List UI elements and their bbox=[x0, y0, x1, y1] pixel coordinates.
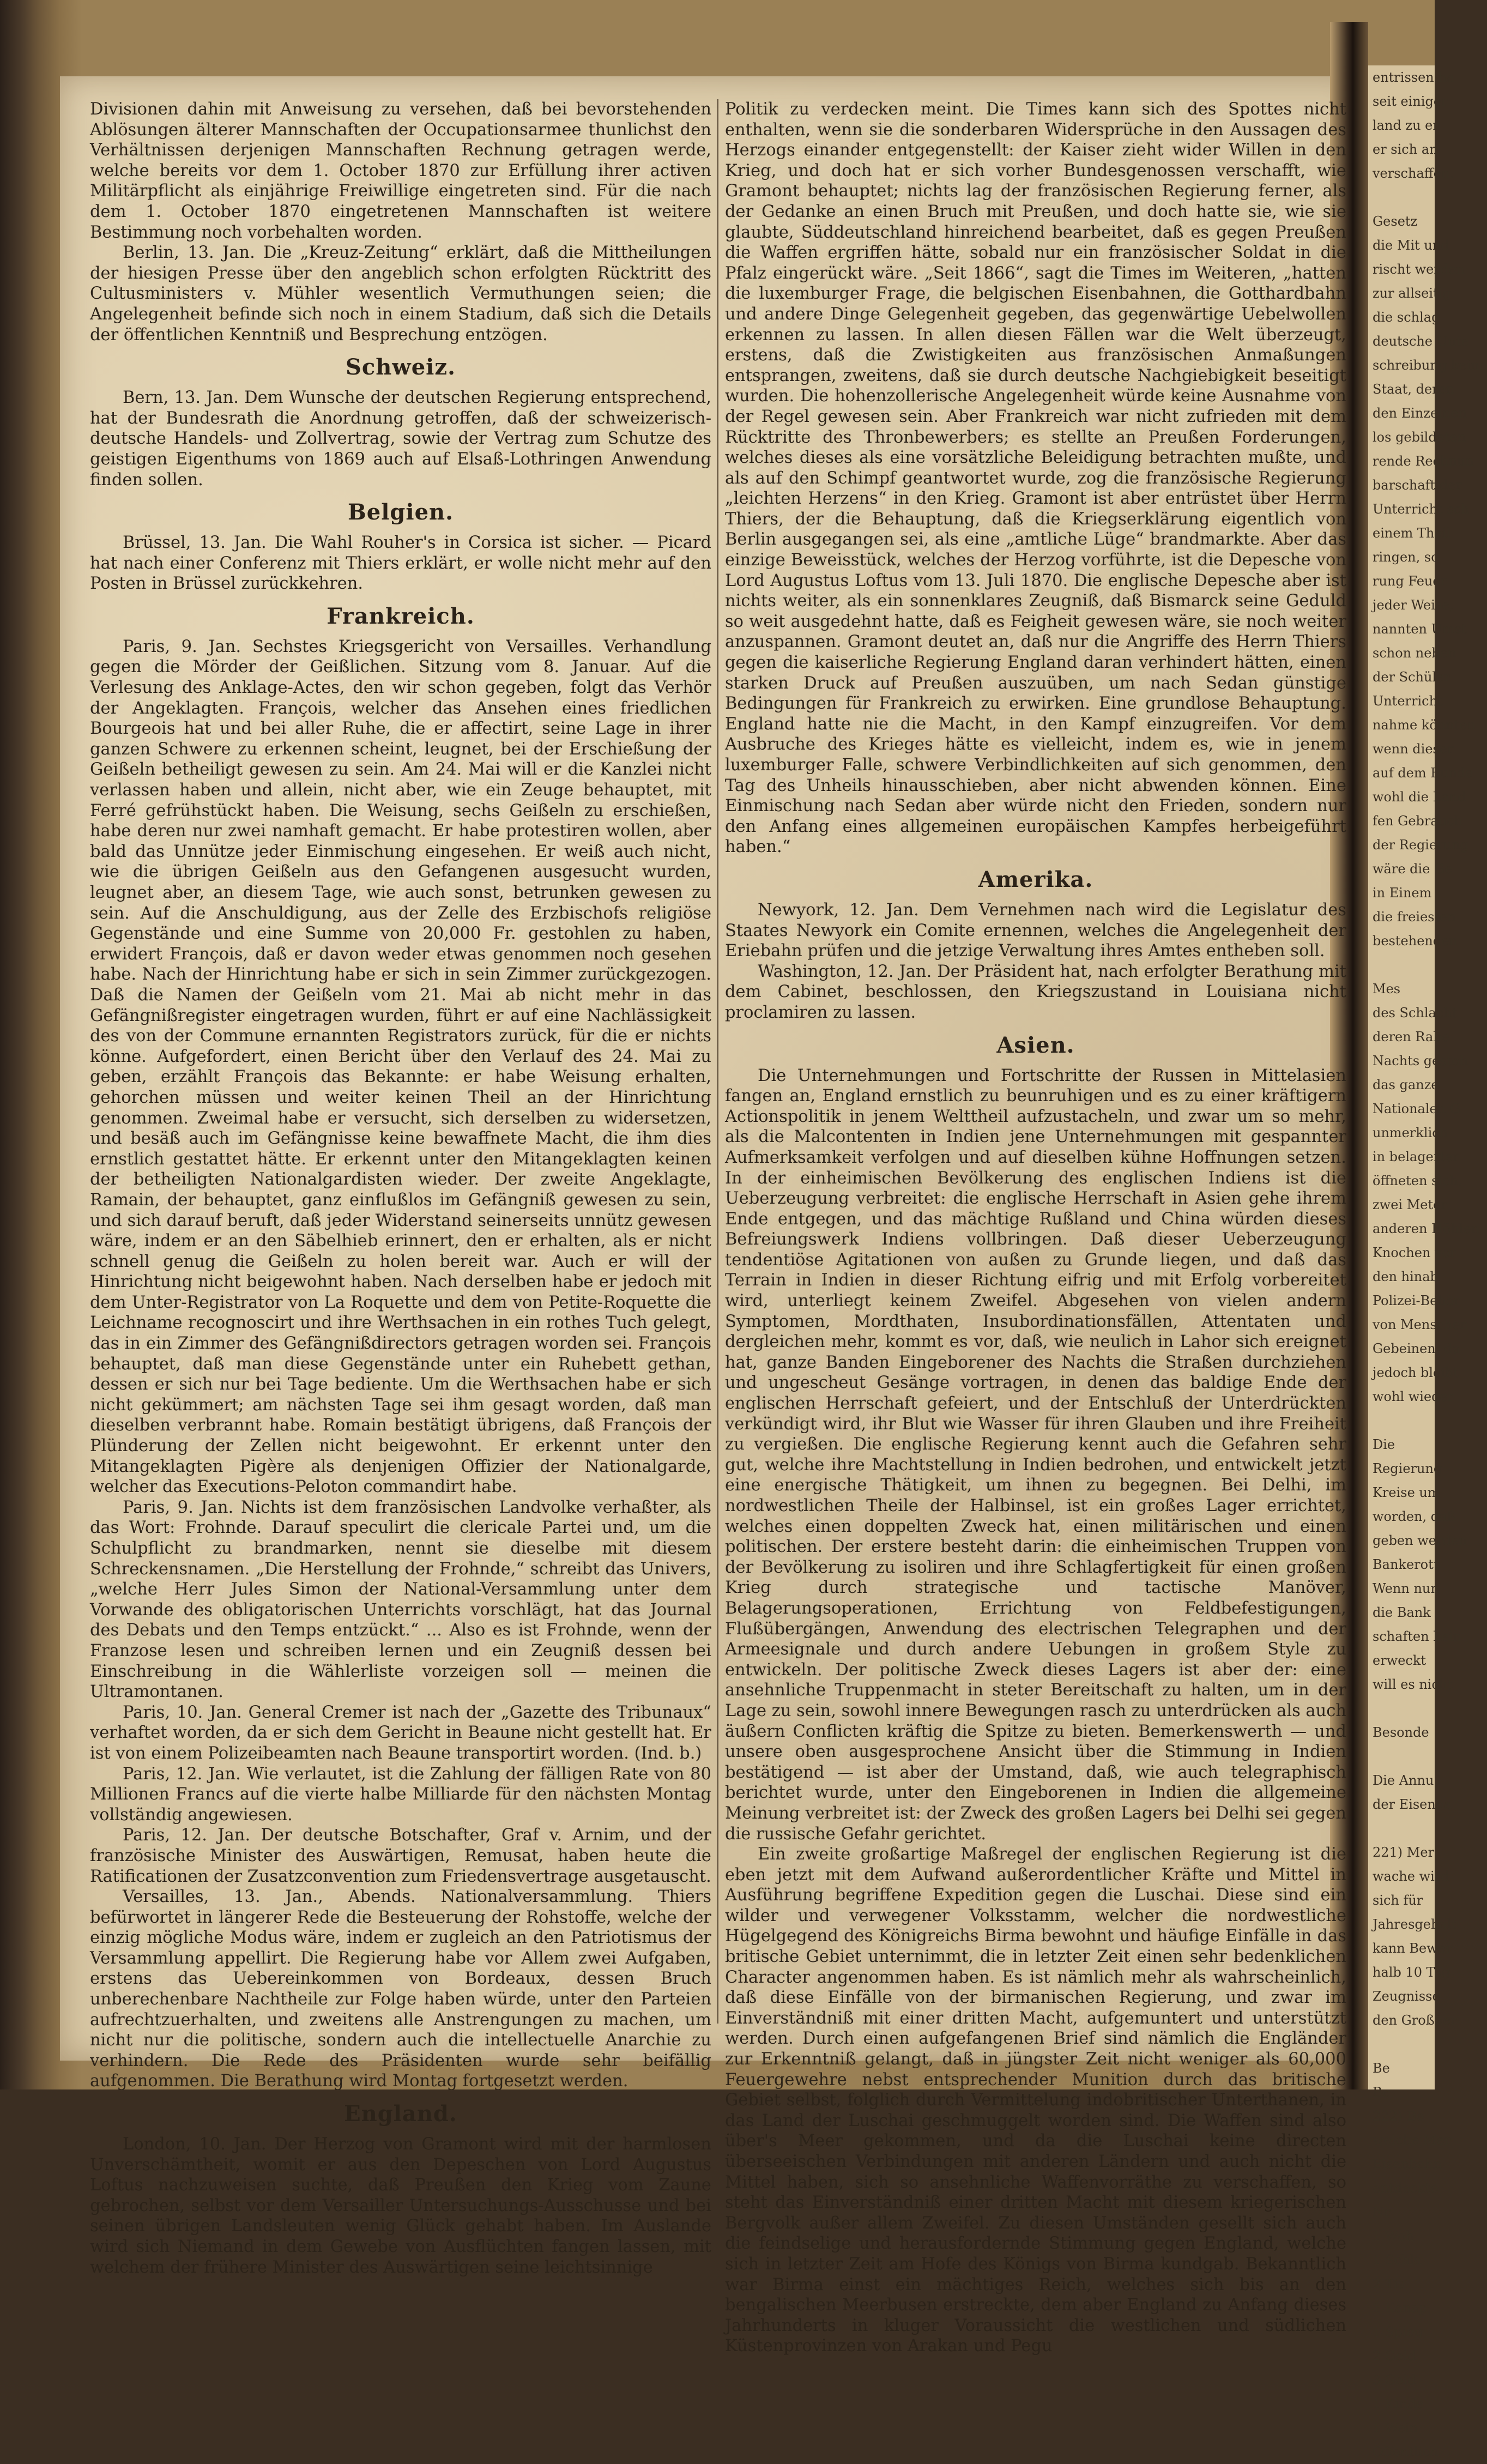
next-page-line: der Eisenba bbox=[1373, 1797, 1452, 1812]
next-page-line bbox=[1368, 2032, 1435, 2056]
section-heading-belgien: Belgien. bbox=[347, 499, 454, 526]
next-page-line bbox=[1368, 1409, 1435, 1433]
next-page-line: Zeugnisse bbox=[1373, 1989, 1440, 2004]
next-page-line: zwei Meter bbox=[1373, 1197, 1447, 1212]
article-paris-rate: Paris, 12. Jan. Wie verlautet, ist die Zahlung der fälligen Rate von 80 Millionen Francs auf die vierte halbe Milliarde für den nächsten Montag vollständig angewiesen. bbox=[90, 1764, 711, 1825]
next-page-line: die Mit und bbox=[1373, 238, 1449, 253]
next-page-line: wohl die Land bbox=[1373, 789, 1466, 805]
next-page-line: fen Gebrauch bbox=[1373, 813, 1463, 829]
article-newyork: Newyork, 12. Jan. Dem Vernehmen nach wird die Legislatur des Staates Newyork ein Comite ernennen, welches die Angelegenheit der Eriebahn prüfen und die jetzige Verwaltung ihres Amtes entheben soll. bbox=[725, 900, 1346, 961]
section-heading-frankreich: Frankreich. bbox=[327, 603, 475, 629]
next-page-line bbox=[1368, 1816, 1435, 1840]
next-page-line: die schlag bbox=[1373, 310, 1440, 325]
next-page-line: Die bbox=[1373, 1437, 1395, 1452]
next-page-line: rung Feuer bbox=[1373, 573, 1447, 589]
next-page-line: in Einem bbox=[1373, 885, 1432, 901]
next-page-line: nahme könnten bbox=[1373, 717, 1476, 733]
next-page-line: Nationalen G bbox=[1373, 1101, 1460, 1116]
column-divider bbox=[717, 99, 718, 2024]
next-page-line: Nr bbox=[1373, 2205, 1391, 2220]
article-paris-cremer: Paris, 10. Jan. General Cremer ist nach der „Gazette des Tribunaux“ verhaftet worden, da er sich dem Gericht in Beaune nicht gestellt hat. Er ist von einem Polizeibeamten nach Beaune transportirt worden. (Ind. b.) bbox=[90, 1702, 711, 1763]
section-heading-asien: Asien. bbox=[996, 1032, 1075, 1058]
next-page-line: der Regierung bbox=[1373, 837, 1468, 853]
next-page-line: Regierung bbox=[1373, 1461, 1442, 1476]
next-page-line: von Menschen bbox=[1373, 1317, 1469, 1332]
next-page-line: schon neben bbox=[1373, 645, 1456, 661]
article-versailles: Versailles, 13. Jan., Abends. Nationalversammlung. Thiers befürwortet in längerer Rede die Besteuerung der Rohstoffe, welche der einzig mögliche Modus wäre, indem er zugleich an den Patriotismus der Versammlung appellirt. Die Regierung habe vor Allem zwei Aufgaben, erstens das Uebereinkommen von Bordeaux, dessen Bruch unberechenbare Nachtheile zur Folge haben würde, unter den Parteien aufrechtzuerhalten, und zweitens alle Anstrengungen zu machen, um nicht nur die politische, sondern auch die intellectuelle Anarchie zu verhindern. Die Rede des Präsidenten wurde sehr beifällig aufgenommen. Die Berathung wird Montag fortgesetzt werden. bbox=[90, 1887, 711, 2091]
next-page-line: auf dem Bunde bbox=[1373, 765, 1473, 781]
next-page-line: 1 Spieg bbox=[1373, 2324, 1423, 2340]
article-paragraph: Divisionen dahin mit Anweisung zu versehen, daß bei bevorstehenden Ablösungen älterer Mannschaften der Occupationsarmee thunlichst den Verhältnissen derjenigen Mannschaften Rechnung getragen werde, welche bereits vor dem 1. October 1870 zur Erfüllung ihrer activen Militärpflicht als einjährige Freiwillige eingetreten sind. Für die nach dem 1. October 1870 eingetretenen Mannschaften ist weitere Bestimmung noch vorbehalten worden. bbox=[90, 100, 711, 242]
next-page-line: den hinab bbox=[1373, 1269, 1438, 1284]
next-page-line: worden, daß bbox=[1373, 1509, 1456, 1524]
section-heading-amerika: Amerika. bbox=[978, 866, 1093, 892]
next-page-line: wache wird bbox=[1373, 1869, 1449, 1884]
next-page-line bbox=[1368, 953, 1435, 977]
next-page-line: welche Mer bbox=[1373, 2133, 1451, 2148]
next-page-line: Jahresgehalt bbox=[1373, 1917, 1457, 1932]
next-page-line: Öffentlich bbox=[1373, 2444, 1438, 2460]
next-page-line: in belagerter bbox=[1373, 1149, 1459, 1164]
next-page-line: 221) Mer bbox=[1373, 1845, 1435, 1860]
next-page-line: Nachts gestoh bbox=[1373, 1053, 1468, 1068]
next-page-line: sich für bbox=[1373, 1893, 1423, 1908]
next-page-line: jeder Weise, bbox=[1373, 597, 1454, 613]
next-page-line: Gebeinen, da bbox=[1373, 1341, 1460, 1356]
next-page-line: Kreise um bbox=[1373, 1485, 1440, 1500]
next-page-line: rende Rechnun bbox=[1373, 454, 1474, 469]
article-london-continued: Politik zu verdecken meint. Die Times kann sich des Spottes nicht enthalten, wenn sie die sonderbaren Widersprüche in den Aussagen des Herzogs einander entgegenstellt: der Kaiser zieht wider Willen in den Krieg, und doch hat er sich vorher Bundesgenossen verschafft, wie Gramont behauptet; nichts lag der französischen Regierung ferner, als der Gedanke an einen Bruch mit Preußen, und doch hatte sie, wie sie glaubte, Süddeutschland hinreichend bearbeitet, daß es gegen Preußen die Waffen ergriffen hätte, sobald nur ein französischer Soldat in die Pfalz eingerückt wäre. „Seit 1866“, sagt die Times im Weiteren, „hatten die luxemburger Frage, die belgischen Eisenbahnen, die Gotthardbahn und andere Dinge Gelegenheit gegeben, das gegenwärtige Uebelwollen erkennen zu lassen. In allen diesen Fällen war die Welt überzeugt, erstens, daß die Zwistigkeiten aus französischen Anmaßungen entsprangen, zweitens, daß sie durch deutsche Nachgiebigkeit beseitigt wurden. Die hohenzollerische Angelegenheit würde keine Ausnahme von der Regel gewesen sein. Aber Frankreich war nicht zufrieden mit dem Rücktritte des Thronbewerbers; es stellte an Preußen Forderungen, welches dieses als eine vorsätzliche Beleidigung betrachten mußte, und als auf den Schimpf geantwortet wurde, zog die französische Regierung „leichten Herzens“ in den Krieg. Gramont ist aber entrüstet über Herrn Thiers, der die Behauptung, daß die Kriegserklärung eigentlich von Berlin ausgegangen sei, als eine „amtliche Lüge“ brandmarkte. Aber das einzige Beweisstück, welches der Herzog vorführte, ist die Depesche von Lord Augustus Loftus vom 13. Juli 1870. Die englische Depesche aber ist nichts weiter, als ein sonnenklares Zeugniß, daß Bismarck seine Geduld so weit ausgedehnt hatte, daß es Feigheit gewesen wäre, sie noch weiter anzuspannen. Gramont deutet an, daß nur die Angriffe des Herrn Thiers gegen die kaiserliche Regierung England daran verhindert hätten, einen starken Druck auf Preußen auszuüben, um nach Sedan günstige Bedingungen für Frankreich zu erwirken. Eine grundlose Behauptung. England hatte nie die Macht, in den Kampf einzugreifen. Vor dem Ausbruche des Krieges hätte es vielleicht, indem es, wie in jenem luxemburger Falle, schwere Verbindlichkeiten auf sich genommen, den Tag des Unheils hinausschieben, aber nicht abwenden können. Eine Einmischung nach Sedan aber würde nicht den Frieden, sondern nur den Anfang eines allgemeinen europäischen Kampfes herbeigeführt haben.“ bbox=[725, 100, 1346, 857]
next-page-line: wenn dieser bbox=[1373, 741, 1454, 757]
next-page-line: 3 Gold bbox=[1373, 2372, 1416, 2388]
next-page-line: rischt werden bbox=[1373, 262, 1465, 277]
article-asien-russen: Die Unternehmungen und Fortschritte der Russen in Mittelasien fangen an, England ernstlich zu beunruhigen und es zu einer kräftigern Actionspolitik in jenem Welttheil aufzustacheln, und zwar um so mehr, als die Malcontenten in Indien jene Unternehmungen mit gespannter Aufmerksamkeit verfolgen und auf dieselben kühne Hoffnungen setzen. In der einheimischen Bevölkerung des englischen Indiens ist die Ueberzeugung verbreitet: die englische Herrschaft in Asien gehe ihrem Ende entgegen, und das mächtige Rußland und China würden dieses Befreiungswerk Indiens vollbringen. Daß dieser Ueberzeugung tendentiöse Agitationen von außen zu Grunde liegen, und daß das Terrain in Indien in dieser Richtung eifrig und mit Erfolg vorbereitet wird, unterliegt keinem Zweifel. Abgesehen von vielen andern Symptomen, Mordthaten, Insubordinationsfällen, Attentaten und dergleichen mehr, kommt es vor, daß, wie neulich in Lahor sich ereignet hat, ganze Banden Eingeborener des Nachts die Straßen durchziehen und ungescheut Gesänge vortragen, in denen das baldige Ende der englischen Herrschaft gefeiert, und der Entschluß der Unterdrückten verkündigt wird, ihr Blut wie Wasser für ihren Glauben und ihre Freiheit zu vergießen. Die englische Regierung kennt auch die Gefahren sehr gut, welche ihre Machtstellung in Indien bedrohen, und entwickelt jetzt eine energische Thätigkeit, um ihnen zu begegnen. Bei Delhi, im nordwestlichen Theile der Halbinsel, ist ein großes Lager errichtet, welches einen doppelten Zweck hat, einen militärischen und einen politischen. Der erstere besteht darin: die einheimischen Truppen von der Bevölkerung zu isoliren und ihre Schlagfertigkeit für einen großen Krieg durch strategische und tactische Manöver, Belagerungsoperationen, Errichtung von Feldbefestigungen, Flußübergängen, Anwendung des electrischen Telegraphen und der Armeesignale und durch andere Uebungen in großem Style zu entwickeln. Der politische Zweck dieses Lagers ist aber der: eine ansehnliche Truppenmacht in steter Bereitschaft zu halten, um in der Lage zu sein, sowohl innere Bewegungen rasch zu unterdrücken als auch äußern Conflicten kräftig die Spitze zu bieten. Bemerkenswerth — und unsere oben ausgesprochene Ansicht über die Stimmung in Indien bestätigend — ist aber der Umstand, daß, wie auch telegraphisch berichtet wurde, unter den Eingeborenen in Indien die allgemeine Meinung verbreitet ist: der Zweck des großen Lagers bei Delhi sei gegen die russische Gefahr gerichtet. bbox=[725, 1066, 1346, 1844]
article-asien-luschai: Ein zweite großartige Maßregel der englischen Regierung ist die eben jetzt mit dem Aufwand außerordentlicher Kräfte und Mittel in Ausführung begriffene Expedition gegen die Luschai. Diese sind ein wilder und verwegener Volksstamm, welcher die nordwestliche Hügelgegend des Königreichs Birma bewohnt und häufige Einfälle in das britische Gebiet unternimmt, die in letzter Zeit einen sehr bedenklichen Character angenommen haben. Es ist nämlich mehr als wahrscheinlich, daß diese Einfälle von der birmanischen Regierung, und zwar im Einverständniß mit einer dritten Macht, aufgemuntert und unterstützt werden. Durch einen aufgefangenen Brief sind nämlich die Engländer zur Erkenntniß gelangt, daß in jüngster Zeit nicht weniger als 60,000 Feuergewehre nebst entsprechender Munition durch das britische Gebiet selbst, folglich durch Vermittelung indobritischer Unterthanen, in das Land der Luschai geschmuggelt worden sind. Die Waffen sind also über's Meer gekommen, und da die Luschai keine directen überseeischen Verbindungen mit anderen Ländern und auch nicht die Mittel haben, sich so ansehnliche Waffenvorräthe zu verschaffen, so steht das Einverständniß einer dritten Macht mit diesem kriegerischen Bergvolk außer allem Zweifel. Zu diesen Umständen gesellt sich auch die feindselige und herausfordernde Stimmung gegen England, welche sich in letzter Zeit am Hofe des Königs von Birma kundgab. Bekanntlich war Birma einst ein mächtiges Reich, welches sich bis an den bengalischen Meerbusen erstreckte, dem aber England zu Anfang dieses Jahrhunderts in kluger Voraussicht die westlichen und südlichen Küstenprovinzen von Arakan und Pegu bbox=[725, 1845, 1346, 2356]
next-page-line: land zu er bbox=[1373, 118, 1439, 133]
next-page-line: 1 Wein bbox=[1373, 2420, 1418, 2436]
section-heading-schweiz: Schweiz. bbox=[345, 354, 456, 381]
left-column bbox=[90, 99, 711, 2278]
next-page-line: anderen Höhlen bbox=[1373, 1221, 1480, 1236]
next-page-line: barschaft der bbox=[1373, 478, 1462, 493]
next-page-line: zur allseitig bbox=[1373, 286, 1451, 301]
next-page-line: 1 Kinde bbox=[1373, 2396, 1424, 2412]
next-page-line: Unterricht bbox=[1373, 693, 1443, 709]
article-paris-frohnde: Paris, 9. Jan. Nichts ist dem französischen Landvolke verhaßter, als das Wort: Frohnde. Darauf speculirt die clericale Partei und, um die Schulpflicht zu brandmarken, nennt sie dieselbe mit diesem Schreckensnamen. „Die Herstellung der Frohnde,“ schreibt das Univers, „welche Herr Jules Simon der National-Versammlung unter dem Vorwande des obligatorischen Unterrichts vorschlägt, hat das Journal des Debats und den Temps entzückt.“ ... Also es ist Frohnde, wenn der Franzose lesen und schreiben lernen und ein Zeugniß dessen bei Einschreibung in die Wählerliste vorzeigen soll — meinen die Ultramontanen. bbox=[90, 1497, 711, 1702]
next-page-line: Wenn nun bbox=[1373, 1581, 1439, 1596]
next-page-line: geben werden bbox=[1373, 1533, 1467, 1548]
next-page-line: 222) Be bbox=[1373, 2109, 1424, 2124]
next-page-line: der Schüler bbox=[1373, 669, 1450, 685]
next-page-line: Mes bbox=[1373, 981, 1401, 997]
next-page-line: los gebildeten bbox=[1373, 430, 1466, 445]
next-page-line: Gesetz bbox=[1373, 214, 1418, 229]
next-page-line: schaften kein bbox=[1373, 1629, 1462, 1644]
next-page-line: Eisenbahn bbox=[1373, 2157, 1442, 2172]
next-page-line: Besonde bbox=[1373, 1725, 1429, 1740]
next-page-line: er sich an bbox=[1373, 142, 1438, 157]
next-page-line: einem Theil bbox=[1373, 526, 1450, 541]
next-page-line: jedoch bleibt bbox=[1373, 1365, 1459, 1380]
next-page-line bbox=[1368, 185, 1435, 209]
article-bern: Bern, 13. Jan. Dem Wunsche der deutschen Regierung entsprechend, hat der Bundesrath die Anordnung getroffen, daß der schweizerisch-deutsche Handels- und Zollvertrag, sowie der Vertrag zum Schutze des geistigen Eigenthums von 1869 auch auf Elsaß-Lothringen Anwendung finden sollen. bbox=[90, 388, 711, 490]
article-washington: Washington, 12. Jan. Der Präsident hat, nach erfolgter Berathung mit dem Cabinet, beschlossen, den Kriegszustand in Louisiana nicht proclamiren zu lassen. bbox=[725, 962, 1346, 1022]
next-page-line: 1 Kanap bbox=[1373, 2300, 1428, 2316]
next-page-line: verschaffen. bbox=[1373, 166, 1454, 181]
next-page-line: entdeckte bbox=[1373, 2181, 1438, 2196]
article-paris-trial: Paris, 9. Jan. Sechstes Kriegsgericht von Versailles. Verhandlung gegen die Mörder der Geißlichen. Sitzung vom 8. Januar. Auf die Verlesung des Anklage-Actes, den wir schon gegeben, folgt das Verhör der Angeklagten. François, welcher das Ansehen eines friedlichen Bourgeois hat und bei aller Ruhe, die er affectirt, seine Lage in ihrer ganzen Schwere zu erkennen scheint, leugnet, bei der Erschießung der Geißeln betheiligt gewesen zu sein. Am 24. Mai will er die Kanzlei nicht verlassen haben und allein, nicht aber, wie ein Zeuge behauptet, mit Ferré gefrühstückt haben. Die Weisung, sechs Geißeln zu erschießen, habe deren nur zwei namhaft gemacht. Er habe protestiren wollen, aber bald das Unnütze jeder Einmischung eingesehen. Er weiß auch nicht, wie die übrigen Geißeln aus den Gefangenen ausgesucht wurden, leugnet aber, an diesem Tage, wie auch sonst, betrunken gewesen zu sein. Auf die Anschuldigung, aus der Zelle des Erzbischofs religiöse Gegenstände und eine Summe von 20,000 Fr. gestohlen zu haben, erwidert François, daß er davon weder etwas genommen noch gesehen habe. Nach der Hinrichtung habe er sich in sein Zimmer zurückgezogen. Daß die Namen der Geißeln vom 21. Mai ab nicht mehr in das Gefängnißregister eingetragen wurden, führt er auf eine Nachlässigkeit des von der Commune ernannten Registrators zurück, für die er nichts könne. Aufgefordert, einen Bericht über den Verlauf des 24. Mai zu geben, erzählt François das Bekannte: er habe Weisung erhalten, gehorchen müssen und weiter keinen Theil an der Hinrichtung genommen. Zweimal habe er versucht, sich derselben zu widersetzen, und besäß auch im Gefängnisse keine bewaffnete Macht, die ihm dies ernstlich gestattet hätte. Er erkennt unter den Mitangeklagten keinen der betheiligten Nationalgardisten wieder. Der zweite Angeklagte, Ramain, der behauptet, ganz einflußlos im Gefängniß gewesen zu sein, und sich darauf beruft, daß jeder Widerstand seinerseits unnütz gewesen wäre, indem er an den Säbelhieb erinnert, den er erhalten, als er nicht schnell genug die Geißeln zu holen bereit war. Auch er will der Hinrichtung nicht beigewohnt haben. Nach derselben habe er jedoch mit dem Unter-Registrator von La Roquette und dem von Petite-Roquette die Leichname recognoscirt und ihre Werthsachen in ein rothes Tuch gelegt, das in ein Zimmer des Gefängnißdirectors getragen worden sei. François behauptet, daß man diese Gegenstände unter ein Ruhebett gethan, dessen er sich nur bei Tage bediente. Um die Werthsachen habe er sich nicht gekümmert; am nächsten Tage sei ihm gesagt worden, daß man dieselben verbrannt habe. Romain bestätigt übrigens, daß François der Plünderung der Zellen nicht beigewohnt. Er erkennt unter den Mitangeklagten Pigère als denjenigen Offizier der Nationalgarde, welcher das Executions-Peloton commandirt habe. bbox=[90, 637, 711, 1497]
next-page-line: Knochen vor bbox=[1373, 1245, 1456, 1260]
article-paris-arnim: Paris, 12. Jan. Der deutsche Botschafter, Graf v. Arnim, und der französische Minister des Auswärtigen, Remusat, haben heute die Ratificationen der Zusatzconvention zum Friedensvertrage ausgetauscht. bbox=[90, 1826, 711, 1886]
next-page-line: ringen, so bbox=[1373, 549, 1439, 565]
article-london: London, 10. Jan. Der Herzog von Gramont wird mit der harmlosen Unverschämtheit, womit er aus den Depeschen von Lord Augustus Loftus nachzuweisen suchte, daß Preußen den Krieg vom Zaune gebrochen, selbst vor dem Versailler Untersuchungs-Ausschusse und bei seinen übrigen Landsleuten wenig Glück gehabt haben. Im Auslande wird sich Niemand in dem Gewebe von Ausflüchten fangen lassen, mit welchem der frühere Minister des Auswärtigen seine leichtsinnige bbox=[90, 2135, 711, 2277]
next-page-line: die Bank bbox=[1373, 1605, 1431, 1620]
next-page-line: öffneten sich, bbox=[1373, 1173, 1462, 1188]
next-page-line: halb 10 Tag bbox=[1373, 1965, 1450, 1980]
next-page-line: 1 Schla bbox=[1373, 2252, 1422, 2268]
next-page-line: Staat, deren bbox=[1373, 382, 1455, 397]
next-page-line bbox=[1368, 1744, 1435, 1768]
next-page-line: 1 Woh bbox=[1373, 2229, 1414, 2244]
next-page-line: entrissen ha bbox=[1373, 70, 1455, 85]
next-page-line: Die Annu bbox=[1373, 1773, 1434, 1788]
next-page-line: will es nicht bbox=[1373, 1677, 1453, 1692]
next-page-line: Be bbox=[1373, 2061, 1390, 2076]
next-page-line: das ganze bbox=[1373, 1077, 1439, 1092]
next-page-line: erweckt bbox=[1373, 1653, 1426, 1668]
next-page-line bbox=[1368, 1696, 1435, 1720]
next-page-line: deren Rabe bbox=[1373, 1029, 1449, 1044]
next-page-line: die freiesten bbox=[1373, 909, 1456, 925]
next-page-line: 2 Gold bbox=[1373, 2348, 1416, 2364]
next-page-line: den Großher bbox=[1373, 2013, 1457, 2028]
next-page-line: des Schlacht bbox=[1373, 1005, 1458, 1020]
section-heading-england: England. bbox=[344, 2101, 457, 2127]
next-page-edge bbox=[1368, 65, 1487, 2460]
next-page-line: 2 Tis bbox=[1373, 2276, 1405, 2292]
next-page-line: schreibung keine bbox=[1373, 358, 1487, 373]
next-page-line: bestehenden bbox=[1373, 933, 1458, 949]
next-page-line: seit einiger bbox=[1373, 94, 1448, 109]
next-page-line: Bankerott bbox=[1373, 1557, 1439, 1572]
next-page-line: nannten Umst bbox=[1373, 621, 1467, 637]
next-page-line: kann Bewer bbox=[1373, 1941, 1452, 1956]
next-page-line: wäre die Ge bbox=[1373, 861, 1453, 877]
next-page-line: den Einzelnen bbox=[1373, 406, 1467, 421]
article-berlin: Berlin, 13. Jan. Die „Kreuz-Zeitung“ erklärt, daß die Mittheilungen der hiesigen Presse über den angeblich schon erfolgten Rücktritt des Cultusministers v. Mühler wesentlich Vermuthungen seien; die Angelegenheit befinde sich noch in einem Stadium, daß sich die Details der öffentlichen Kenntniß und Besprechung entzögen. bbox=[90, 243, 711, 345]
article-bruessel: Brüssel, 13. Jan. Die Wahl Rouher's in Corsica ist sicher. — Picard hat nach einer Conferenz mit Thiers erklärt, er wolle nicht mehr auf den Posten in Brüssel zurückkehren. bbox=[90, 533, 711, 594]
next-page-line: Polizei-Behör bbox=[1373, 1293, 1460, 1308]
next-page-line: unmerklich bbox=[1373, 1125, 1448, 1140]
next-page-line: Unterricht sch bbox=[1373, 502, 1470, 517]
next-page-line: Be bbox=[1373, 2085, 1390, 2100]
next-page-line: wohl wieder bbox=[1373, 1389, 1454, 1404]
right-column bbox=[725, 99, 1346, 2357]
next-page-line: deutsche Unte bbox=[1373, 334, 1470, 349]
